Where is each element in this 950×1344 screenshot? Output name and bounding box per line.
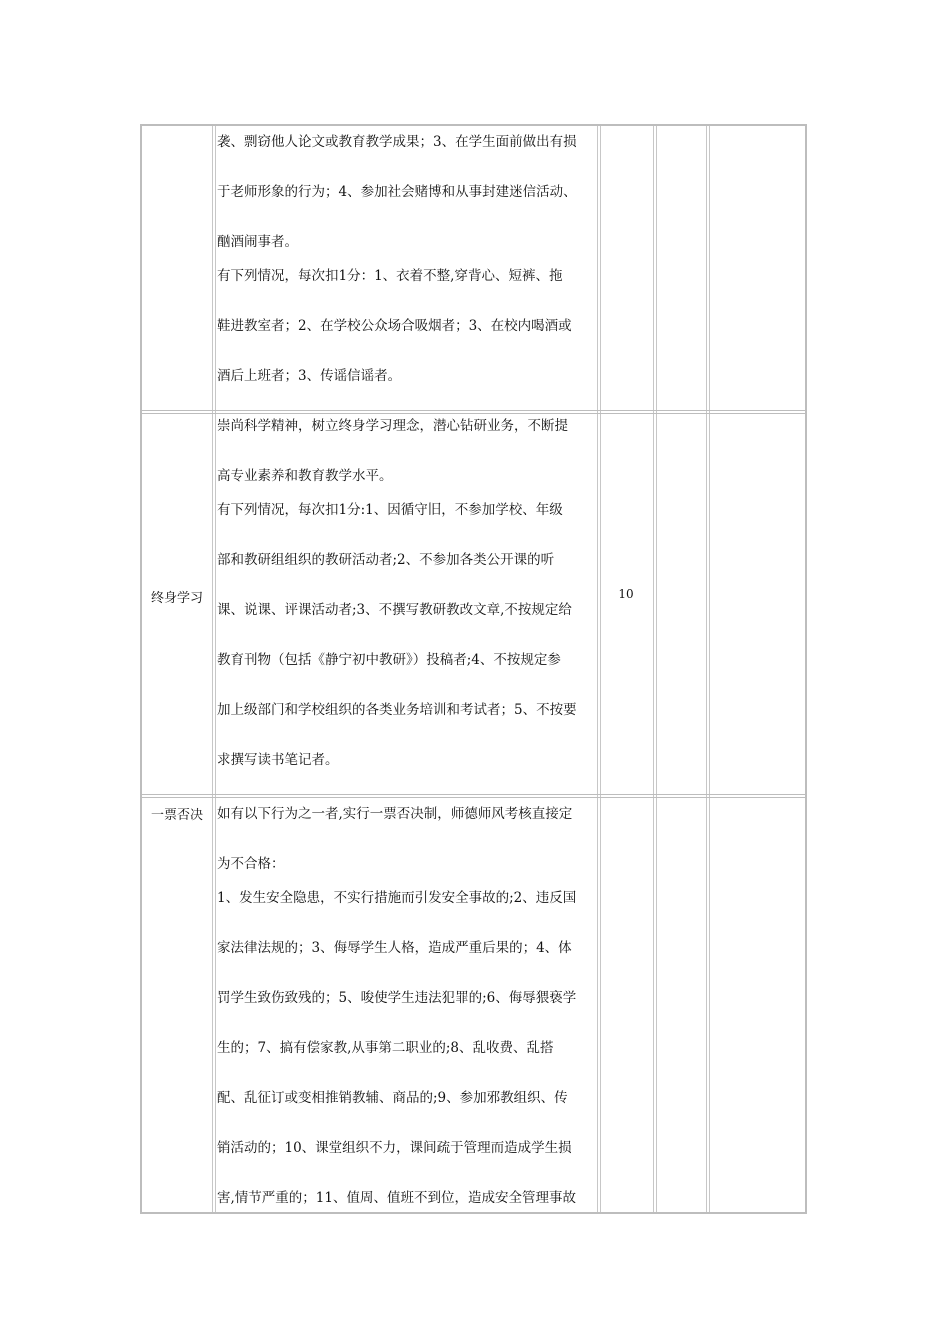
criteria-line: 教育刊物（包括《静宁初中教研》）投稿者;4、不按规定参 — [217, 652, 561, 668]
criteria-line: 有下列情况，每次扣1分：1、衣着不整,穿背心、短裤、拖 — [217, 268, 563, 284]
criteria-line: 配、乱征订或变相推销教辅、商品的;9、参加邪教组织、传 — [217, 1090, 568, 1106]
criteria-line: 生的；7、搞有偿家教,从事第二职业的;8、乱收费、乱搭 — [217, 1040, 554, 1056]
criteria-line: 酒后上班者；3、传谣信谣者。 — [217, 368, 402, 384]
row-criteria-text — [217, 804, 597, 1208]
criteria-line: 家法律法规的；3、侮辱学生人格，造成严重后果的；4、体 — [217, 940, 572, 956]
row-category-label: 一票否决 — [150, 808, 203, 823]
criteria-line: 罚学生致伤致残的；5、唆使学生违法犯罪的;6、侮辱猥亵学 — [217, 990, 577, 1006]
criteria-line: 鞋进教室者；2、在学校公众场合吸烟者；3、在校内喝酒或 — [217, 318, 572, 334]
criteria-line: 酗酒闹事者。 — [217, 234, 298, 250]
row-criteria-text — [217, 416, 597, 770]
criteria-line: 如有以下行为之一者,实行一票否决制，师德师风考核直接定 — [217, 806, 573, 822]
criteria-line: 1、发生安全隐患，不实行措施而引发安全事故的;2、违反国 — [217, 890, 577, 906]
criteria-line: 部和教研组组织的教研活动者;2、不参加各类公开课的听 — [217, 552, 555, 568]
table-row — [142, 414, 805, 792]
row-category-label: 终身学习 — [150, 591, 203, 606]
row-criteria-text — [217, 132, 597, 386]
criteria-line: 高专业素养和教育教学水平。 — [217, 468, 393, 484]
table-row — [142, 798, 805, 1212]
criteria-line: 于老师形象的行为；4、参加社会赌博和从事封建迷信活动、 — [217, 184, 577, 200]
criteria-table — [140, 124, 807, 1214]
criteria-line: 有下列情况，每次扣1分:1、因循守旧，不参加学校、年级 — [217, 502, 563, 518]
criteria-line: 为不合格： — [217, 856, 285, 872]
criteria-line: 课、说课、评课活动者;3、不撰写教研教改文章,不按规定给 — [217, 602, 572, 618]
criteria-line: 袭、剽窃他人论文或教育教学成果；3、在学生面前做出有损 — [217, 134, 577, 150]
table-row — [142, 126, 805, 410]
criteria-line: 销活动的；10、课堂组织不力，课间疏于管理而造成学生损 — [217, 1140, 572, 1156]
criteria-line: 加上级部门和学校组织的各类业务培训和考试者；5、不按要 — [217, 702, 577, 718]
criteria-line: 崇尚科学精神，树立终身学习理念，潜心钻研业务，不断提 — [217, 418, 568, 434]
row-score: 10 — [618, 587, 634, 601]
criteria-line: 求撰写读书笔记者。 — [217, 752, 339, 768]
criteria-line: 害,情节严重的；11、值周、值班不到位，造成安全管理事故 — [217, 1190, 576, 1206]
